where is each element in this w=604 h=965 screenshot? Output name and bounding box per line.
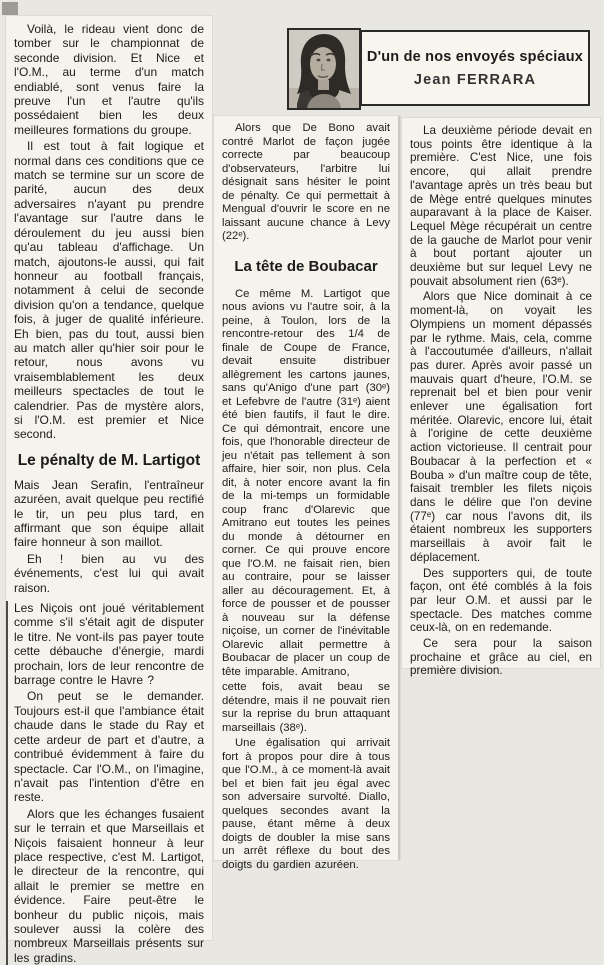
paragraph: Ce sera pour la saison prochaine et grâce au ciel, en première division. bbox=[410, 637, 592, 678]
paragraph: cette fois, avait beau se détendre, mais il ne pouvait rien sur la reprise du brun attaquant marseillais (38ᵉ). bbox=[222, 681, 390, 734]
article-column-3 bbox=[402, 118, 600, 678]
article-column-2 bbox=[214, 116, 400, 871]
author-photo bbox=[287, 28, 361, 110]
byline-header-box bbox=[287, 26, 590, 110]
paragraph: On peut se le demander. Toujours est-il que l'ambiance était chaude dans le stade du Ray et cette ardeur de part et d'autre, a contribué évidemment à faire du spectacle. Car l'O.M., on l'imagine, n'avait pas l'intention d'être en reste. bbox=[14, 689, 204, 805]
byline-text: D'un de nos envoyés spéciaux bbox=[366, 48, 584, 65]
paragraph: Une égalisation qui arrivait fort à propos pour dire à tous que l'O.M., à ce moment-là avait bel et bien fait jeu égal avec son adversaire survolté. Diallo, quelques secondes avant la pause, étant même à deux doigts de doubler la mise sans un arrêt réflexe du bout des doigts du gardien azuréen. bbox=[222, 737, 390, 871]
paragraph: Mais Jean Serafin, l'entraîneur azuréen, avait quelque peu rectifié le tir, un peu plus tard, en affirmant que son équipe allait faire honneur à son maillot. bbox=[14, 477, 204, 550]
paragraph: Il est tout à fait logique et normal dans ces conditions que ce match se termine sur un score de parité, aucun des deux adversaires n'ayant pu prendre l'avantage sur l'autre dans le déroulement du jeu aussi bien qu'au tableau d'affichage. Un match, ajoutons-le aussi, qui fait honneur au football français, notamment à celui de seconde division qu'on a tendance, quelque fois, à juger de qualité inférieure. Eh bien, pas du tout, aussi bien au match aller qu'hier soir pour le retour, nous avons vu vraisemblablement les deux meilleurs spectacles de tout le calendrier. Pas de mystère alors, si l'O.M. est premier et Nice second. bbox=[14, 139, 204, 442]
article-column-1 bbox=[6, 16, 212, 965]
section-heading-boubacar: La tête de Boubacar bbox=[234, 257, 378, 275]
section-heading-penalty: Le pénalty de M. Lartigot bbox=[17, 451, 201, 469]
portrait-photo-icon bbox=[289, 30, 359, 108]
scan-smudge-top-left bbox=[2, 2, 18, 15]
paragraph: Ce même M. Lartigot que nous avions vu l'autre soir, à la peine, à Toulon, lors de la rencontre-retour des 1/4 de finale de Coupe de France, devait ensuite distribuer allègrement les cartons jaunes, sans qu'Anigo d'une part (30ᵉ) et Lefebvre de l'autre (31ᵉ) aient été bien fautifs, il faut le dire. Ce qui démontrait, encore une fois, que l'honorable directeur de jeu n'était pas tellement à son affaire, hier soir, non plus. Cela dit, à noter encore avant la fin de la mi-temps un formidable coup franc d'Olarevic que Amitrano eut toutes les peines du monde à détourner en corner. Ce qui prouve encore que l'O.M. ne faisait rien, bien au contraire, pour se laisser aller au découragement. Et, à force de pousser et de pousser à nouveau sur la défense niçoise, un corner de l'inévitable Olarevic allait permettre à Boubacar de placer un coup de tête imparable. Amitrano, bbox=[222, 287, 390, 678]
paragraph: Eh ! bien au vu des événements, c'est lui qui avait raison. bbox=[14, 551, 204, 595]
clipping-sub-block bbox=[6, 601, 204, 965]
paragraph: Alors que les échanges fusaient sur le terrain et que Marseillais et Niçois faisaient honneur à leur place respective, c'est M. Lartigot, le directeur de la rencontre, qui allait le premier se mettre en évidence. Faire peut-être le bonheur du public niçois, mais soulever aussi la colère des nombreux Marseillais présents sur les gradins. bbox=[14, 806, 204, 965]
byline-frame bbox=[360, 30, 590, 106]
paragraph: Voilà, le rideau vient donc de tomber sur le championnat de seconde division. Et Nice et l'O.M., au terme d'un match endiablé, sont venus faire la preuve l'un et l'autre qu'ils possédaient bien les deux meilleures formations du groupe. bbox=[14, 22, 204, 137]
paragraph: La deuxième période devait en tous points être identique à la première. C'est Nice, une fois encore, qui allait prendre l'avantage après un très beau but de Mège entré quelques minutes auparavant à la place de Kaiser. Lequel Mège récupérait un centre de la gauche de Marlot pour venir à bout portant ajouter un deuxième but sur lequel Levy ne pouvait absolument rien (63ᵉ). bbox=[410, 124, 592, 288]
paragraph: Les Niçois ont joué véritablement comme s'il s'était agit de disputer le titre. Ne vont-ils pas payer toute cette débauche d'énergie, mardi prochain, lors de leur rencontre de barrage contre le Havre ? bbox=[14, 601, 204, 688]
paragraph: Alors que De Bono avait contré Marlot de façon jugée correcte par beaucoup d'observateurs, l'arbitre lui désignait sans hésiter le point de pénalty. Ce qui permettait à Mengual d'ouvrir le score en ne laissant aucune chance à Levy (22ᵉ). bbox=[222, 122, 390, 242]
paragraph: Des supporters qui, de toute façon, ont été comblés à la fois par leur O.M. et aussi par le spectacle. Des matches comme ceux-là, on en redemande. bbox=[410, 566, 592, 635]
paragraph: Alors que Nice dominait à ce moment-là, on voyait les Olympiens un moment dépassés par le rythme. Mais, cela, comme à l'accoutumée d'ailleurs, n'allait pas durer. Après avoir passé un mauvais quart d'heure, l'O.M. se reprenait bel et bien pour venir enlever une égalisation fort méritée. Olarevic, encore lui, était à l'origine de cette deuxième action victorieuse. Il centrait pour Boubacar à la perfection et « Bouba » d'un maître coup de tête, faisait trembler les filets niçois dans le délire que l'on devine (77ᵉ) car nous l'avons dit, ils étaient nombreux les supporters marseillais à avoir fait le déplacement. bbox=[410, 290, 592, 564]
author-name: Jean FERRARA bbox=[413, 71, 537, 88]
